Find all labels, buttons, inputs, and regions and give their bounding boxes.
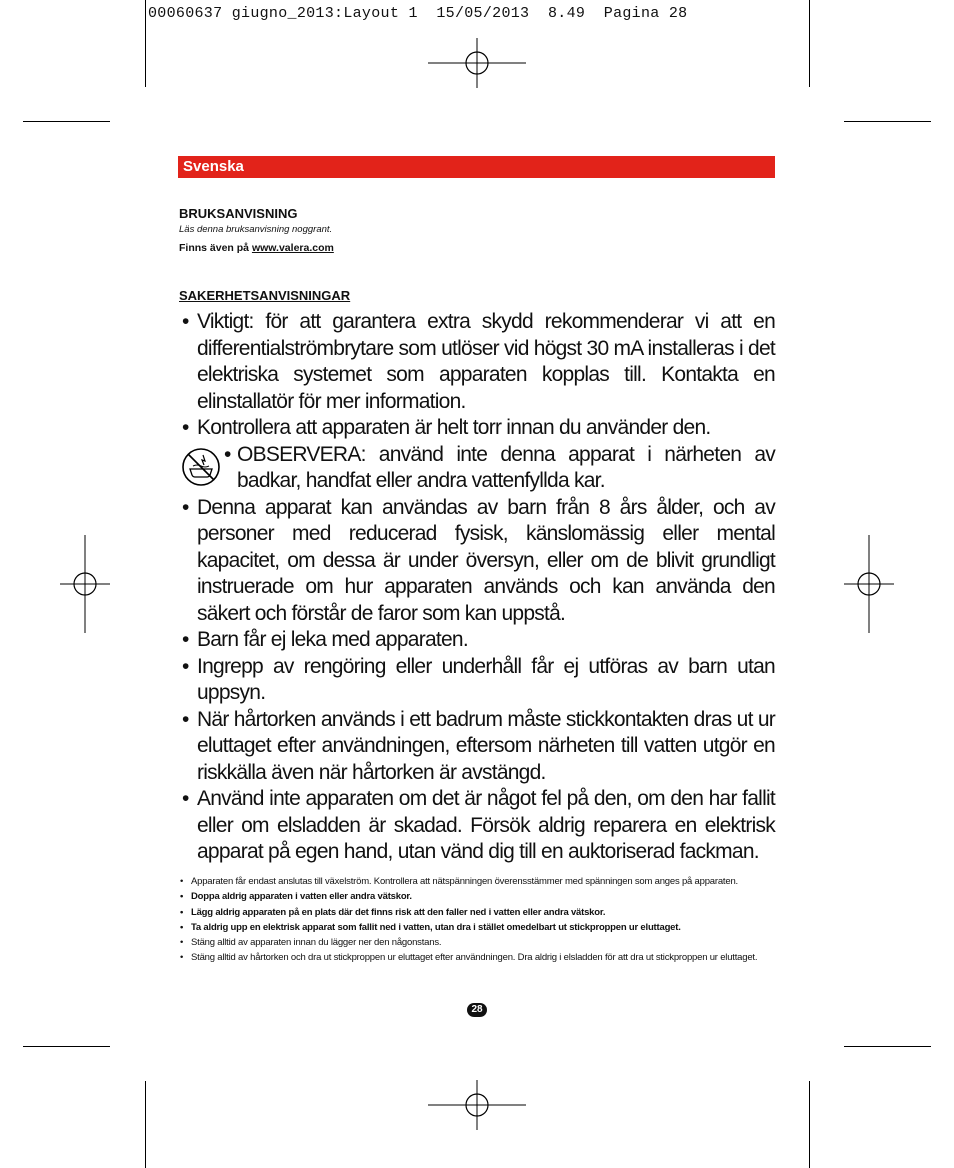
also-available-prefix: Finns även på	[179, 242, 252, 254]
safety-item: • Använd inte apparaten om det är något fel på den, om den har fallit eller om elsladden är skadad. Försök aldrig reparera en elektrisk apparat på egen hand, utan vänd dig till en auktoriserad fackman.	[179, 786, 775, 866]
safety-item: • Ingrepp av rengöring eller underhåll får ej utföras av barn utan uppsyn.	[179, 654, 775, 707]
registration-mark-icon	[60, 535, 110, 633]
page-number-badge: 28	[467, 1003, 487, 1017]
fine-print-item: • Doppa aldrig apparaten i vatten eller andra vätskor.	[179, 891, 775, 903]
safety-item: • Viktigt: för att garantera extra skydd rekommenderar vi att en differentialströmbrytare som utlöser vid högst 30 mA installeras i det elektriska systemet som apparaten kopplas till. Kontakta en elinstallatör för mer information.	[179, 309, 775, 415]
safety-heading: SAKERHETSANVISNINGAR	[179, 288, 351, 303]
crop-mark	[145, 1081, 146, 1168]
read-note: Läs denna bruksanvisning noggrant.	[179, 224, 333, 235]
crop-mark	[23, 121, 110, 122]
fine-print-item: • Stäng alltid av hårtorken och dra ut stickproppen ur eluttaget efter användningen. Dra aldrig i elsladden för att dra ut stickproppen ur eluttaget.	[179, 952, 775, 964]
fine-print-item: • Ta aldrig upp en elektrisk apparat som fallit ned i vatten, utan dra i stället omedelbart ut stickproppen ur eluttaget.	[179, 922, 775, 934]
safety-item: • Barn får ej leka med apparaten.	[179, 627, 775, 654]
safety-item: • Kontrollera att apparaten är helt torr innan du använder den.	[179, 415, 775, 442]
crop-mark	[809, 0, 810, 87]
fine-print-item: • Stäng alltid av apparaten innan du lägger ner den någonstans.	[179, 937, 775, 949]
language-bar: Svenska	[178, 156, 775, 178]
fine-print-list	[179, 876, 775, 968]
fine-print-item: • Lägg aldrig apparaten på en plats där det finns risk att den faller ned i vatten eller andra vätskor.	[179, 907, 775, 919]
safety-item: • Denna apparat kan användas av barn från 8 års ålder, och av personer med reducerad fysisk, känslomässig eller mental kapacitet, om dessa är under översyn, eller om de blivit grundligt instruerade om hur apparaten används och kan använda den säkert och förstår de faror som kan uppstå.	[179, 495, 775, 628]
safety-item-bath-warning	[179, 442, 775, 495]
safety-item: • När hårtorken används i ett badrum måste stickkontakten dras ut ur eluttaget efter användningen, eftersom närheten till vatten utgör en riskkälla även när hårtorken är avstängd.	[179, 707, 775, 787]
website-link[interactable]: www.valera.com	[251, 242, 334, 254]
crop-mark	[23, 1046, 110, 1047]
also-available-line	[179, 242, 334, 254]
registration-mark-icon	[428, 38, 526, 88]
crop-mark	[145, 0, 146, 87]
safety-list	[179, 309, 775, 866]
fine-print-item: • Apparaten får endast anslutas till växelström. Kontrollera att nätspänningen överensstämmer med spänningen som anges på apparaten.	[179, 876, 775, 888]
registration-mark-icon	[844, 535, 894, 633]
crop-mark	[844, 121, 931, 122]
print-slug: 00060637 giugno_2013:Layout 1 15/05/2013 8.49 Pagina 28	[148, 5, 688, 22]
manual-heading: BRUKSANVISNING	[179, 206, 298, 221]
safety-item-text: OBSERVERA: använd inte denna apparat i närheten av badkar, handfat eller andra vattenfyllda kar.	[237, 442, 775, 492]
no-bathtub-icon	[181, 447, 221, 487]
crop-mark	[844, 1046, 931, 1047]
crop-mark	[809, 1081, 810, 1168]
registration-mark-icon	[428, 1080, 526, 1130]
